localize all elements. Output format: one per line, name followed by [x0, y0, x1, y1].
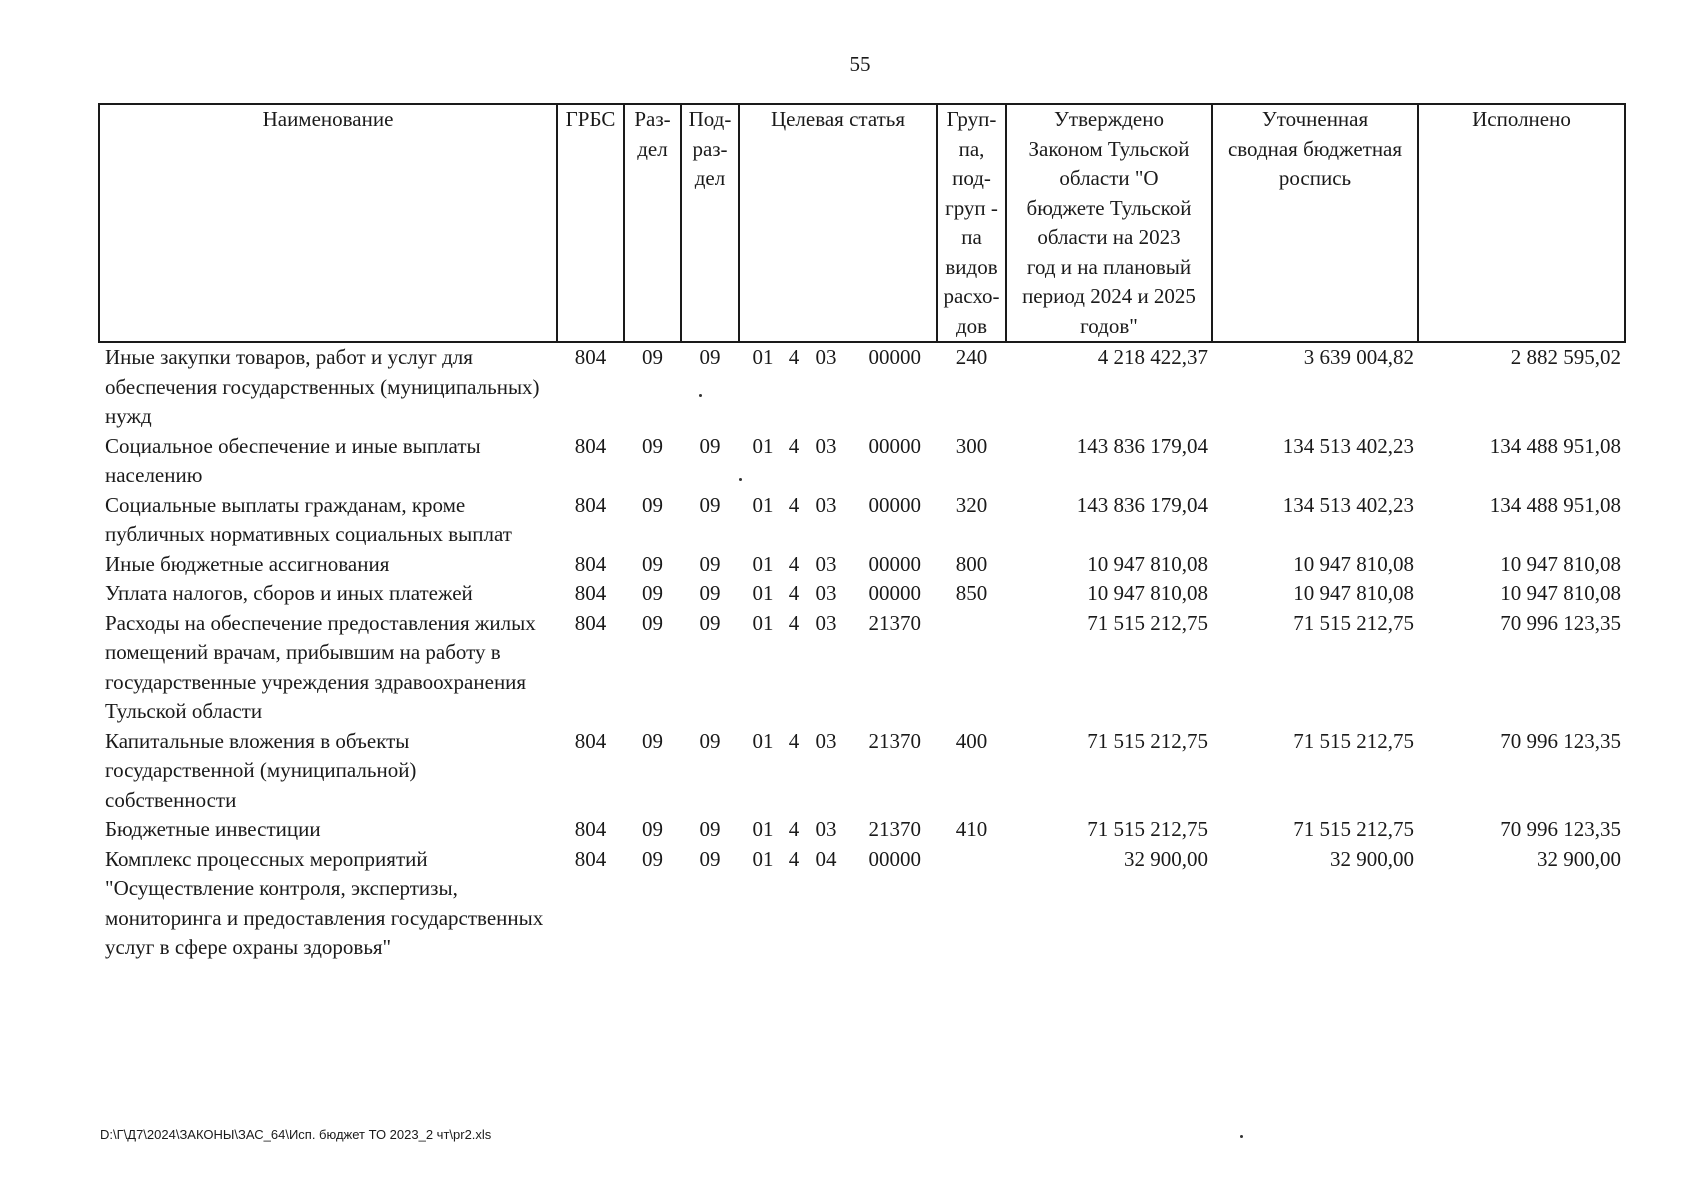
- header-podrazdel: Под- раз- дел: [681, 104, 739, 342]
- target-article-part: 03: [815, 433, 837, 458]
- target-article-part: 4: [788, 345, 800, 369]
- target-article-part: 03: [815, 610, 837, 635]
- row-expense-group: 320: [955, 492, 988, 517]
- page-number: 55: [849, 52, 871, 76]
- table-row: [99, 815, 1625, 845]
- target-article-part: 03: [815, 581, 837, 605]
- target-article-part: 21370: [868, 610, 921, 635]
- row-grbs: 804: [574, 551, 607, 576]
- target-article-part: 4: [788, 492, 800, 517]
- target-article-part: 4: [788, 581, 800, 605]
- row-executed: 10 947 810,08: [1500, 581, 1621, 605]
- row-name: Бюджетные инвестиции: [105, 817, 321, 841]
- header-grbs: ГРБС: [557, 104, 624, 342]
- target-article-part: 00000: [868, 581, 921, 605]
- header-approved: Утверждено Законом Тульской области "О бюджете Тульской области на 2023 год и на плановый период 2024 и 2025 годов": [1006, 104, 1212, 342]
- target-article-part: 00000: [868, 551, 921, 576]
- row-approved: 71 515 212,75: [1087, 817, 1208, 841]
- row-executed: 70 996 123,35: [1500, 610, 1621, 635]
- row-grbs: 804: [574, 817, 607, 841]
- row-podrazdel: 09: [699, 551, 721, 576]
- row-name: Социальное обеспечение и иные выплаты населению: [105, 433, 481, 487]
- row-executed: 70 996 123,35: [1500, 728, 1621, 753]
- budget-table: [98, 103, 1626, 963]
- row-approved: 10 947 810,08: [1087, 581, 1208, 605]
- target-article-part: 01: [752, 728, 774, 753]
- row-razdel: 09: [642, 551, 663, 576]
- target-article-part: 01: [752, 492, 774, 517]
- row-approved: 32 900,00: [1124, 846, 1208, 871]
- target-article-part: 01: [752, 345, 774, 369]
- row-podrazdel: 09: [699, 817, 721, 841]
- row-podrazdel: 09: [699, 492, 721, 517]
- row-refined: 10 947 810,08: [1293, 581, 1414, 605]
- header-expense-group: Груп- па, под- груп - па видов расхо- дов: [937, 104, 1006, 342]
- target-article-part: 03: [815, 817, 837, 841]
- row-approved: 71 515 212,75: [1087, 728, 1208, 753]
- row-grbs: 804: [574, 610, 607, 635]
- row-refined: 71 515 212,75: [1293, 817, 1414, 841]
- row-podrazdel: 09: [699, 345, 721, 369]
- row-name: Социальные выплаты гражданам, кроме публичных нормативных социальных выплат: [105, 492, 512, 546]
- row-expense-group: 400: [955, 728, 988, 753]
- row-executed: 2 882 595,02: [1510, 345, 1621, 369]
- row-expense-group: 300: [955, 433, 988, 458]
- row-refined: 71 515 212,75: [1293, 728, 1414, 753]
- table-row: [99, 491, 1625, 550]
- row-executed: 32 900,00: [1537, 846, 1621, 871]
- target-article-part: 01: [752, 551, 774, 576]
- row-expense-group: 850: [955, 581, 988, 605]
- row-executed: 70 996 123,35: [1500, 817, 1621, 841]
- target-article-part: 04: [815, 846, 837, 871]
- row-expense-group: 240: [955, 345, 988, 369]
- target-article-part: 4: [788, 817, 800, 841]
- row-name: Иные бюджетные ассигнования: [105, 551, 390, 576]
- row-grbs: 804: [574, 345, 607, 369]
- row-approved: 71 515 212,75: [1087, 610, 1208, 635]
- row-name: Капитальные вложения в объекты государственной (муниципальной) собственности: [105, 728, 417, 812]
- row-target-article: [739, 609, 937, 727]
- row-refined: 3 639 004,82: [1303, 345, 1414, 369]
- row-name: Расходы на обеспечение предоставления жилых помещений врачам, прибывшим на работу в государственные учреждения здравоохранения Тульской области: [105, 610, 536, 723]
- row-razdel: 09: [642, 345, 663, 369]
- row-grbs: 804: [574, 581, 607, 605]
- row-refined: 71 515 212,75: [1293, 610, 1414, 635]
- table-header: [99, 104, 1625, 342]
- target-article-part: 01: [752, 817, 774, 841]
- target-article-part: 03: [815, 345, 837, 369]
- table-row: [99, 727, 1625, 816]
- scan-dot: [1240, 1135, 1243, 1138]
- row-target-article: [739, 727, 937, 816]
- row-razdel: 09: [642, 728, 663, 753]
- row-grbs: 804: [574, 846, 607, 871]
- scan-dot: [699, 394, 702, 397]
- row-grbs: 804: [574, 492, 607, 517]
- row-grbs: 804: [574, 728, 607, 753]
- target-article-part: 4: [788, 433, 800, 458]
- target-article-part: 03: [815, 728, 837, 753]
- row-razdel: 09: [642, 846, 663, 871]
- target-article-part: 4: [788, 551, 800, 576]
- row-name: Иные закупки товаров, работ и услуг для обеспечения государственных (муниципальных) нужд: [105, 345, 540, 428]
- row-razdel: 09: [642, 610, 663, 635]
- row-podrazdel: 09: [699, 433, 721, 458]
- table-row: [99, 342, 1625, 432]
- target-article-part: 03: [815, 492, 837, 517]
- row-podrazdel: 09: [699, 728, 721, 753]
- header-executed: Исполнено: [1418, 104, 1625, 342]
- row-executed: 134 488 951,08: [1489, 433, 1621, 458]
- file-path-footer: D:\Г\Д7\2024\ЗАКОНЫ\ЗАС_64\Исп. бюджет ТО 2023_2 чт\pr2.xls: [100, 1127, 492, 1142]
- table-row: [99, 550, 1625, 580]
- row-razdel: 09: [642, 817, 663, 841]
- row-grbs: 804: [574, 433, 607, 458]
- row-refined: 10 947 810,08: [1293, 551, 1414, 576]
- row-expense-group: 800: [955, 551, 988, 576]
- header-name: Наименование: [99, 104, 557, 342]
- table-row: [99, 845, 1625, 963]
- row-target-article: [739, 432, 937, 491]
- row-razdel: 09: [642, 433, 663, 458]
- row-refined: 134 513 402,23: [1282, 433, 1414, 458]
- row-target-article: [739, 579, 937, 609]
- header-refined: Уточненная сводная бюджетная роспись: [1212, 104, 1418, 342]
- row-executed: 10 947 810,08: [1500, 551, 1621, 576]
- row-razdel: 09: [642, 492, 663, 517]
- target-article-part: 21370: [868, 728, 921, 753]
- row-approved: 4 218 422,37: [1097, 345, 1208, 369]
- table-row: [99, 432, 1625, 491]
- table-row: [99, 609, 1625, 727]
- target-article-part: 01: [752, 433, 774, 458]
- row-expense-group: [937, 609, 1006, 727]
- row-expense-group: [937, 845, 1006, 963]
- row-target-article: [739, 550, 937, 580]
- row-approved: 143 836 179,04: [1076, 433, 1208, 458]
- target-article-part: 21370: [868, 817, 921, 841]
- row-target-article: [739, 342, 937, 432]
- header-target-article: Целевая статья: [739, 104, 937, 342]
- target-article-part: 4: [788, 846, 800, 871]
- header-razdel: Раз- дел: [624, 104, 681, 342]
- target-article-part: 01: [752, 581, 774, 605]
- target-article-part: 00000: [868, 846, 921, 871]
- target-article-part: 00000: [868, 345, 921, 369]
- row-executed: 134 488 951,08: [1489, 492, 1621, 517]
- row-target-article: [739, 845, 937, 963]
- row-podrazdel: 09: [699, 610, 721, 635]
- row-refined: 32 900,00: [1330, 846, 1414, 871]
- target-article-part: 01: [752, 610, 774, 635]
- row-podrazdel: 09: [699, 581, 721, 605]
- target-article-part: 00000: [868, 492, 921, 517]
- target-article-part: 00000: [868, 433, 921, 458]
- scan-dot: [739, 478, 742, 481]
- row-name: Комплекс процессных мероприятий "Осуществление контроля, экспертизы, мониторинга и предоставления государственных услуг в сфере охраны здоровья": [105, 846, 544, 959]
- row-razdel: 09: [642, 581, 663, 605]
- row-approved: 143 836 179,04: [1076, 492, 1208, 517]
- row-approved: 10 947 810,08: [1087, 551, 1208, 576]
- target-article-part: 01: [752, 846, 774, 871]
- row-target-article: [739, 491, 937, 550]
- target-article-part: 03: [815, 551, 837, 576]
- target-article-part: 4: [788, 610, 800, 635]
- row-name: Уплата налогов, сборов и иных платежей: [105, 581, 473, 605]
- table-body: [99, 342, 1625, 963]
- row-target-article: [739, 815, 937, 845]
- row-podrazdel: 09: [699, 846, 721, 871]
- row-expense-group: 410: [955, 817, 988, 841]
- target-article-part: 4: [788, 728, 800, 753]
- row-refined: 134 513 402,23: [1282, 492, 1414, 517]
- table-row: [99, 579, 1625, 609]
